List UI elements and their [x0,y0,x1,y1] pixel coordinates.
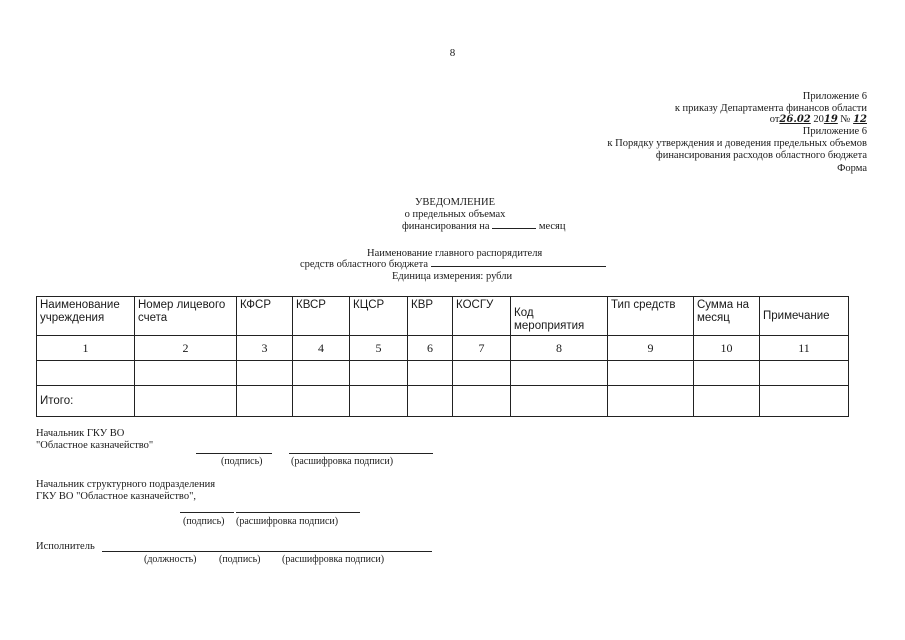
number-value: 12 [853,114,867,125]
notice-title: УВЕДОМЛЕНИЕ [414,197,496,208]
caption-signature: (подпись) [221,456,263,467]
table-cell[interactable] [37,361,135,386]
col-header: КФСР [237,297,293,336]
date-year: 19 [823,114,838,125]
col-number: 7 [453,336,511,361]
table-cell[interactable] [408,361,453,386]
struct-decoding-line[interactable] [236,511,360,513]
month-suffix: месяц [538,221,566,232]
col-number: 11 [760,336,849,361]
table-cell[interactable] [694,361,760,386]
caption-signature-3: (подпись) [219,554,261,565]
col-header: КЦСР [350,297,408,336]
caption-signature-2: (подпись) [183,516,225,527]
table-cell[interactable] [135,386,237,417]
col-number: 8 [511,336,608,361]
manager-name-field[interactable] [431,266,606,267]
col-number: 10 [694,336,760,361]
caption-position: (должность) [144,554,197,565]
col-header: Примечание [760,297,849,336]
table-cell[interactable] [608,386,694,417]
col-header: Сумма на месяц [694,297,760,336]
table-cell[interactable] [511,361,608,386]
table-cell[interactable] [453,361,511,386]
table-cell[interactable] [135,361,237,386]
table-cell[interactable] [608,361,694,386]
col-header: Наименование учреждения [37,297,135,336]
col-header: КВР [408,297,453,336]
appendix-line-4: Приложение 6 [802,126,867,137]
notice-subtitle-2 [402,221,566,232]
struct-title-2: ГКУ ВО "Областное казначейство", [36,491,196,502]
col-header: КОСГУ [453,297,511,336]
total-label: Итого: [37,386,135,417]
header-row [37,297,849,336]
head-signature-line[interactable] [196,452,272,454]
column-number-row [37,336,849,361]
caption-decoding-2: (расшифровка подписи) [236,516,339,527]
col-header: Тип средств [608,297,694,336]
col-number: 6 [408,336,453,361]
appendix-line-1: Приложение 6 [802,91,867,102]
manager-label: Наименование главного распорядителя [367,248,543,259]
budget-funds-row [300,259,606,270]
table-cell[interactable] [237,361,293,386]
col-number: 3 [237,336,293,361]
table-cell[interactable] [293,386,350,417]
table-cell[interactable] [408,386,453,417]
month-field[interactable] [492,228,536,229]
col-number: 2 [135,336,237,361]
table-cell[interactable] [237,386,293,417]
col-number: 1 [37,336,135,361]
appendix-line-5: к Порядку утверждения и доведения предельных объемов [607,138,867,149]
date-mid: 20 [813,114,824,125]
col-number: 9 [608,336,694,361]
head-title-1: Начальник ГКУ ВО [36,428,125,439]
appendix-date-line [770,114,867,125]
total-sum-cell[interactable] [694,386,760,417]
col-number: 4 [293,336,350,361]
head-title-2: "Областное казначейство" [36,440,154,451]
date-prefix: от [769,114,780,125]
budget-funds-label: средств областного бюджета [300,259,429,270]
form-label: Форма [837,163,867,174]
table-cell[interactable] [350,361,408,386]
table-cell[interactable] [453,386,511,417]
table-cell[interactable] [293,361,350,386]
caption-decoding-3: (расшифровка подписи) [282,554,385,565]
notice-subtitle-1: о предельных объемах [404,209,506,220]
col-number: 5 [350,336,408,361]
unit-label: Единица измерения: рубли [392,271,513,282]
limits-table [36,296,849,417]
head-decoding-line[interactable] [289,452,433,454]
total-row [37,386,849,417]
appendix-line-6: финансирования расходов областного бюджета [655,150,867,161]
struct-title-1: Начальник структурного подразделения [36,479,216,490]
table-cell[interactable] [511,386,608,417]
table-cell[interactable] [760,386,849,417]
col-header: Код мероприятия [511,297,608,336]
table-cell[interactable] [350,386,408,417]
financing-prefix: финансирования на [402,221,490,232]
date-day: 26.02 [779,114,811,125]
number-prefix: № [840,114,851,125]
appendix-line-2: к приказу Департамента финансов области [674,103,867,114]
caption-decoding: (расшифровка подписи) [291,456,394,467]
table-cell[interactable] [760,361,849,386]
executor-label: Исполнитель [36,541,95,552]
struct-signature-line[interactable] [180,511,234,513]
col-header: КВСР [293,297,350,336]
table-row [37,361,849,386]
col-header: Номер лицевого счета [135,297,237,336]
executor-line[interactable] [102,550,432,552]
page-number: 8 [449,47,456,59]
